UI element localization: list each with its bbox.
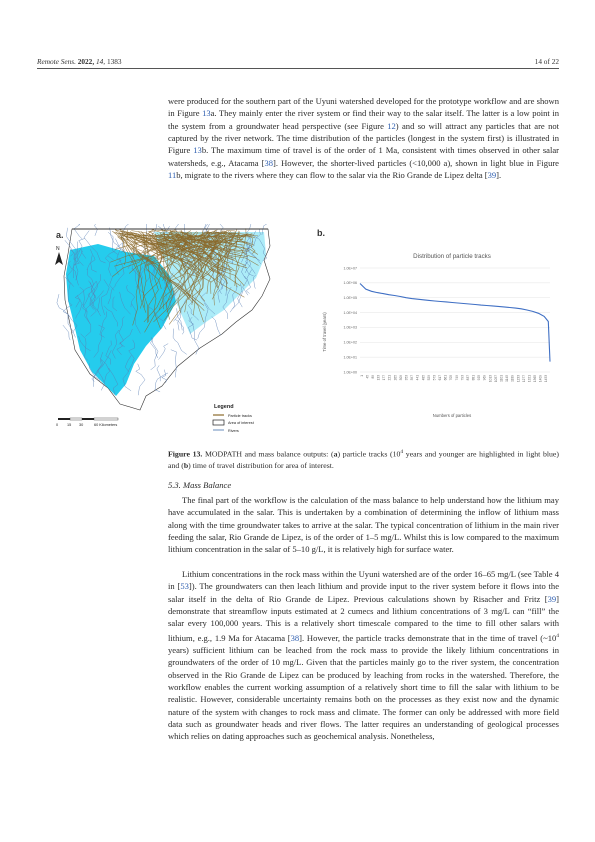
chart-title: Distribution of particle tracks — [413, 253, 491, 260]
x-tick-label: 1145 — [505, 375, 510, 382]
journal-name: Remote Sens. — [37, 57, 76, 66]
section-heading: 5.3. Mass Balance — [168, 480, 232, 490]
svg-text:15: 15 — [67, 423, 72, 427]
x-tick-label: 529 — [426, 375, 431, 381]
x-tick-label: 749 — [454, 375, 459, 381]
svg-text:30: 30 — [79, 423, 84, 427]
y-tick-label: 1.0E+05 — [343, 296, 357, 301]
panel-a-label: a. — [56, 230, 64, 240]
y-tick-label: 1.0E+04 — [343, 310, 357, 315]
x-tick-label: 1057 — [493, 375, 498, 383]
map-legend — [213, 404, 255, 433]
figure-ref-12[interactable]: 12 — [387, 120, 396, 131]
journal-citation — [37, 57, 122, 66]
x-tick-label: 925 — [477, 375, 482, 381]
x-tick-label: 573 — [432, 375, 437, 381]
svg-text:0: 0 — [56, 423, 59, 427]
figure-caption: Figure 13. MODPATH and mass balance outputs: (a) particle tracks ($10^4$ years and younger are highlighted in light blue) and (b) time of travel distribution for area of interest. — [168, 449, 559, 470]
x-tick-label: 1013 — [488, 375, 493, 383]
x-tick-label: 1365 — [533, 375, 538, 383]
page-number: 14 of 22 — [534, 57, 559, 66]
citation-ref-38[interactable]: 38 — [264, 157, 274, 168]
y-tick-label: 1.0E+07 — [343, 266, 357, 271]
x-tick-label: 837 — [465, 375, 470, 381]
x-tick-label: 485 — [421, 375, 426, 381]
travel-time-chart — [312, 224, 560, 424]
x-tick-label: 705 — [449, 375, 454, 381]
x-tick-label: 221 — [387, 375, 392, 381]
legend-item-rivers: Rivers — [228, 429, 239, 433]
chart-ylabel: Time of travel (years) — [322, 312, 327, 352]
paragraph-2: The final part of the workflow is the calculation of the mass balance to help understand how the lithium may have accumulated in the salar. This is undertaken by a combination of determining the inflow of lithium mass along with the time groundwater takes to arrive at the salar. The typical concentration of lithium in the main river feeding the salar, Rio Grande de Lipez, is of the order of 1–5 mg/L. Whilst this is low compared to the maximum lithium concentration in the salar of 5–10 g/L, it is relatively high for surface water. — [168, 495, 559, 555]
figure-ref-13b[interactable]: 13 — [193, 145, 202, 156]
paragraph-3: Lithium concentrations in the rock mass within the Uyuni watershed are of the order 16–65 mg/L (see Table 4 in [53]). The groundwaters can then leach lithium and provide input to the river system before it flows into the salar itself in the delta of Rio Grande de Lipez. Previous calculations shown by Risacher and Fritz [39] demonstrate that streamflow inputs estimated at 2 cumecs and lithium concentrations of 3 mg/L can “fill” the salar every 100,000 years. This is a relatively short timescale compared to the time to fill other salars with lithium, e.g., 1.9 Ma for Atacama [38]. However, the particle tracks demonstrate that in the time of travel ($\sim 10^4$ years) sufficient lithium can be leached from the rock mass to provide the likely lithium concentrations in groundwaters of the order of 10 mg/L. Given that the particles mainly go to the river system, the concentration observed in the Rio Grande de Lipez can be produced by leaching from rocks in the watershed. Therefore, the workflow enables the current working assumption of a relatively short time to fill the salar with lithium to be realistic. However, considerable uncertainty remains both on the processes as they exist now and the dynamic nature of the system with changes to rock mass and climate. The former can only be addressed with more field data such as groundwater heads and river flows. The latter requires an understanding of geological processes which relies on dating approaches such as geochemical analysis. Nonetheless, — [168, 569, 560, 742]
scale-bar — [56, 418, 118, 427]
svg-text:60 Kilometers: 60 Kilometers — [94, 423, 118, 427]
article-number: 1383 — [106, 57, 122, 66]
y-tick-label: 1.0E+00 — [343, 370, 357, 375]
x-tick-label: 441 — [415, 375, 420, 381]
figure-ref-11[interactable]: 11 — [168, 170, 177, 181]
svg-text:N: N — [56, 246, 60, 252]
journal-volume: 14, — [95, 57, 106, 66]
x-tick-label: 1453 — [544, 375, 549, 383]
x-tick-label: 133 — [376, 375, 381, 381]
legend-item-tracks: Particle tracks — [228, 414, 252, 418]
x-tick-label: 89 — [370, 375, 375, 379]
y-tick-label: 1.0E+06 — [343, 281, 357, 286]
legend-title: Legend — [214, 404, 234, 410]
x-tick-label: 353 — [404, 375, 409, 381]
legend-swatch-area — [213, 420, 224, 425]
x-tick-label: 1233 — [516, 375, 521, 383]
chart-xlabel: Numbers of particles — [432, 413, 472, 418]
x-tick-label: 1321 — [527, 375, 532, 383]
series-line — [360, 284, 550, 362]
x-tick-label: 309 — [398, 375, 403, 381]
citation-ref-39[interactable]: 39 — [487, 170, 497, 181]
citation-ref-39b[interactable]: 39 — [547, 593, 557, 604]
x-tick-label: 617 — [438, 375, 443, 381]
x-tick-label: 177 — [382, 375, 387, 381]
x-tick-label: 265 — [393, 375, 398, 381]
x-tick-label: 45 — [365, 375, 370, 379]
caption-label: Figure 13. — [168, 449, 203, 459]
x-tick-label: 969 — [482, 375, 487, 381]
x-tick-label: 1 — [359, 375, 364, 377]
header-divider — [37, 68, 559, 69]
north-arrow-icon — [55, 246, 63, 265]
paragraph-1: were produced for the southern part of the Uyuni watershed developed for the prototype workflow and are shown in Figure 13a. They mainly enter the river system or find their way to the salar itself. The latter is a low point in the system from a groundwater head perspective (see Figure 12) and so will attract any particles that are not captured by the river network. The time distribution of the particles (longest in the system first) is illustrated in Figure 13b. The maximum time of travel is of the order of 1 Ma, consistent with times observed in other salar watersheds, e.g., Atacama [38]. However, the shorter-lived particles (<10,000 a), shown in light blue in Figure 11b, migrate to the rivers where they can flow to the salar via the Rio Grande de Lipez delta [39]. — [168, 96, 559, 181]
y-tick-label: 1.0E+02 — [343, 340, 357, 345]
x-tick-label: 661 — [443, 375, 448, 381]
river-segment — [63, 325, 70, 340]
legend-item-area: Area of interest — [228, 421, 254, 425]
citation-ref-53[interactable]: 53 — [180, 581, 189, 592]
x-tick-label: 793 — [460, 375, 465, 381]
citation-ref-38b[interactable]: 38 — [290, 632, 300, 643]
panel-b-label: b. — [317, 228, 325, 238]
figure-13 — [50, 224, 560, 442]
particle-track-map — [50, 224, 282, 442]
x-tick-label: 397 — [410, 375, 415, 381]
figure-ref-13[interactable]: 13 — [202, 108, 211, 119]
y-tick-label: 1.0E+03 — [343, 325, 357, 330]
journal-year: 2022, — [77, 57, 95, 66]
x-tick-label: 1189 — [510, 375, 515, 382]
y-tick-label: 1.0E+01 — [343, 355, 357, 360]
x-tick-label: 881 — [471, 375, 476, 381]
x-tick-label: 1409 — [538, 375, 543, 383]
x-tick-label: 1101 — [499, 375, 504, 382]
x-tick-label: 1277 — [521, 375, 526, 383]
